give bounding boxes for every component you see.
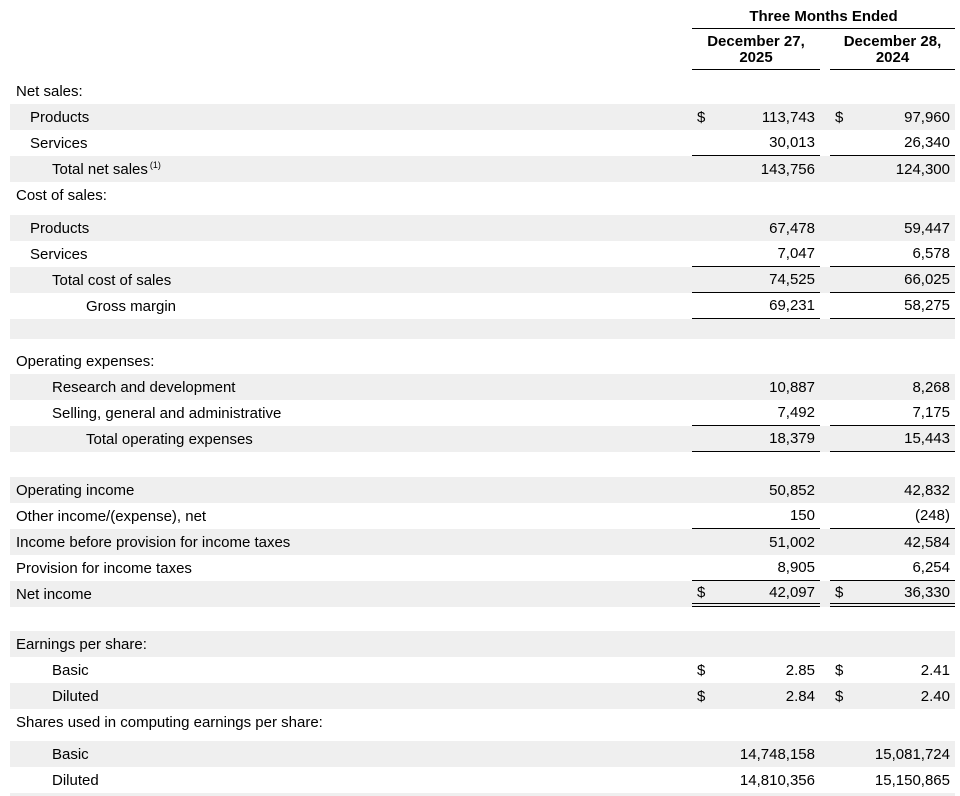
row-label: Research and development — [52, 378, 236, 396]
value-2025 — [692, 130, 820, 156]
value-2024 — [830, 741, 955, 767]
row-provision-income-taxes — [10, 555, 955, 581]
value-2024 — [830, 581, 955, 607]
row-cost-products — [10, 215, 955, 241]
amount: 36,330 — [904, 583, 950, 601]
spacer-row — [10, 208, 955, 215]
row-label: Other income/(expense), net — [16, 507, 207, 525]
amount: 7,047 — [777, 245, 815, 262]
value-2025 — [692, 293, 820, 319]
amount: 15,443 — [904, 430, 950, 447]
row-label: Gross margin — [86, 297, 177, 315]
dollar-sign: $ — [835, 687, 844, 705]
amount: 124,300 — [895, 160, 950, 178]
column-header-2024-line1: December 28, — [843, 33, 942, 50]
amount: 2.84 — [785, 687, 815, 705]
amount: 58,275 — [904, 297, 950, 314]
amount: 6,254 — [912, 559, 950, 576]
value-2025 — [692, 215, 820, 241]
value-2025 — [692, 241, 820, 267]
row-label: Basic — [52, 661, 89, 679]
value-2024 — [830, 657, 955, 683]
row-operating-income — [10, 477, 955, 503]
dollar-sign: $ — [835, 108, 844, 126]
amount: 7,492 — [777, 404, 815, 421]
spacer-row — [10, 607, 955, 631]
header-gap — [10, 70, 955, 78]
row-label: Diluted — [52, 687, 99, 705]
amount: 59,447 — [904, 219, 950, 237]
amount: 10,887 — [769, 378, 815, 396]
row-eps-basic — [10, 657, 955, 683]
value-2024 — [830, 104, 955, 130]
value-2024 — [830, 293, 955, 319]
value-2025 — [692, 581, 820, 607]
row-label: Services — [30, 245, 88, 263]
row-label: Provision for income taxes — [16, 559, 192, 577]
value-2024 — [830, 130, 955, 156]
value-2025 — [692, 267, 820, 293]
column-header-2025-line2: 2025 — [739, 49, 773, 66]
value-2025 — [692, 374, 820, 400]
header-period-columns — [692, 6, 955, 70]
amount: 150 — [789, 507, 815, 524]
row-label: Basic — [52, 745, 89, 763]
row-label: Operating expenses: — [16, 352, 155, 370]
amount: 51,002 — [769, 533, 815, 551]
row-label: Diluted — [52, 771, 99, 789]
value-2024 — [830, 267, 955, 293]
value-2025 — [692, 529, 820, 555]
dollar-sign: $ — [697, 687, 706, 705]
row-label: Total net sales $^{(1)}$ — [52, 160, 161, 178]
amount: 7,175 — [912, 404, 950, 421]
amount: 67,478 — [769, 219, 815, 237]
column-header-2024-line2: 2024 — [875, 49, 910, 66]
row-label: Selling, general and administrative — [52, 404, 282, 422]
amount: 42,832 — [904, 481, 950, 499]
amount: 69,231 — [769, 297, 815, 314]
dollar-sign: $ — [697, 661, 706, 679]
header-label-spacer — [10, 6, 692, 70]
dollar-sign: $ — [835, 583, 844, 601]
column-header-2024 — [830, 31, 955, 70]
amount: 143,756 — [760, 160, 815, 178]
row-selling-general-admin — [10, 400, 955, 426]
row-label: Net sales: — [16, 82, 83, 100]
amount: 42,584 — [904, 533, 950, 551]
value-2024 — [830, 555, 955, 581]
row-shares-basic — [10, 741, 955, 767]
value-2024 — [830, 156, 955, 182]
amount: 18,379 — [769, 430, 815, 447]
amount: 6,578 — [912, 245, 950, 262]
row-eps-section — [10, 631, 955, 657]
dollar-sign: $ — [835, 661, 844, 679]
amount: 2.41 — [920, 661, 950, 679]
amount: 8,905 — [777, 559, 815, 576]
spacer-row-shaded — [10, 319, 955, 339]
row-research-development — [10, 374, 955, 400]
row-label: Income before provision for income taxes — [16, 533, 291, 551]
value-2025 — [692, 156, 820, 182]
row-label: Total operating expenses — [86, 430, 253, 448]
value-2024 — [830, 503, 955, 529]
amount: 15,150,865 — [874, 771, 950, 789]
row-other-income-expense — [10, 503, 955, 529]
value-2024 — [830, 215, 955, 241]
row-label: Net income — [16, 585, 92, 603]
row-net-sales-section — [10, 78, 955, 104]
value-2025 — [692, 477, 820, 503]
amount: 14,748,158 — [739, 745, 815, 763]
row-products — [10, 104, 955, 130]
amount: 97,960 — [904, 108, 950, 126]
column-gap — [820, 31, 830, 70]
row-label: Earnings per share: — [16, 635, 147, 653]
amount: (248) — [914, 507, 950, 524]
row-label: Products — [30, 219, 90, 237]
row-net-income — [10, 581, 955, 607]
row-label: Total cost of sales — [52, 271, 172, 289]
amount: 8,268 — [912, 378, 950, 396]
value-2025 — [692, 767, 820, 793]
value-2024 — [830, 374, 955, 400]
dollar-sign: $ — [697, 583, 706, 601]
income-statement-table — [10, 6, 955, 796]
row-total-cost-of-sales — [10, 267, 955, 293]
row-label: Products — [30, 108, 90, 126]
value-2024 — [830, 477, 955, 503]
row-eps-diluted — [10, 683, 955, 709]
value-2024 — [830, 426, 955, 452]
amount: 2.40 — [920, 687, 950, 705]
row-cost-of-sales-section — [10, 182, 955, 208]
period-date-row — [692, 31, 955, 70]
column-header-2025-line1: December 27, — [707, 33, 805, 50]
amount: 14,810,356 — [739, 771, 815, 789]
amount: 42,097 — [769, 583, 815, 601]
table-header — [10, 6, 955, 70]
footnote-marker: (1) — [149, 160, 161, 170]
row-label: Cost of sales: — [16, 186, 107, 204]
value-2025 — [692, 78, 820, 104]
dollar-sign: $ — [697, 108, 706, 126]
row-income-before-taxes — [10, 529, 955, 555]
value-2024 — [830, 529, 955, 555]
amount: 30,013 — [769, 134, 815, 151]
value-2024 — [830, 78, 955, 104]
row-total-net-sales — [10, 156, 955, 182]
amount: 113,743 — [761, 108, 815, 126]
value-2025 — [692, 683, 820, 709]
value-2024 — [830, 683, 955, 709]
period-span-title: Three Months Ended — [692, 6, 955, 29]
value-2025 — [692, 555, 820, 581]
amount: 2.85 — [785, 661, 815, 679]
amount: 66,025 — [904, 271, 950, 288]
amount: 26,340 — [904, 134, 950, 151]
value-2025 — [692, 104, 820, 130]
row-operating-expenses-section — [10, 348, 955, 374]
row-label: Services — [30, 134, 88, 152]
value-2025 — [692, 426, 820, 452]
row-label: Operating income — [16, 481, 135, 499]
value-2025 — [692, 503, 820, 529]
row-total-operating-expenses — [10, 426, 955, 452]
spacer-row — [10, 339, 955, 348]
value-2024 — [830, 241, 955, 267]
value-2025 — [692, 400, 820, 426]
row-cost-services — [10, 241, 955, 267]
column-header-2025 — [692, 31, 820, 70]
row-shares-diluted — [10, 767, 955, 793]
spacer-row — [10, 452, 955, 477]
value-2025 — [692, 741, 820, 767]
row-label: Shares used in computing earnings per share: — [16, 713, 323, 731]
amount: 50,852 — [769, 481, 815, 499]
row-services — [10, 130, 955, 156]
row-shares-section — [10, 709, 955, 735]
value-2024 — [830, 400, 955, 426]
row-gross-margin — [10, 293, 955, 319]
value-2025 — [692, 657, 820, 683]
value-2024 — [830, 767, 955, 793]
amount: 74,525 — [769, 271, 815, 288]
amount: 15,081,724 — [874, 745, 950, 763]
